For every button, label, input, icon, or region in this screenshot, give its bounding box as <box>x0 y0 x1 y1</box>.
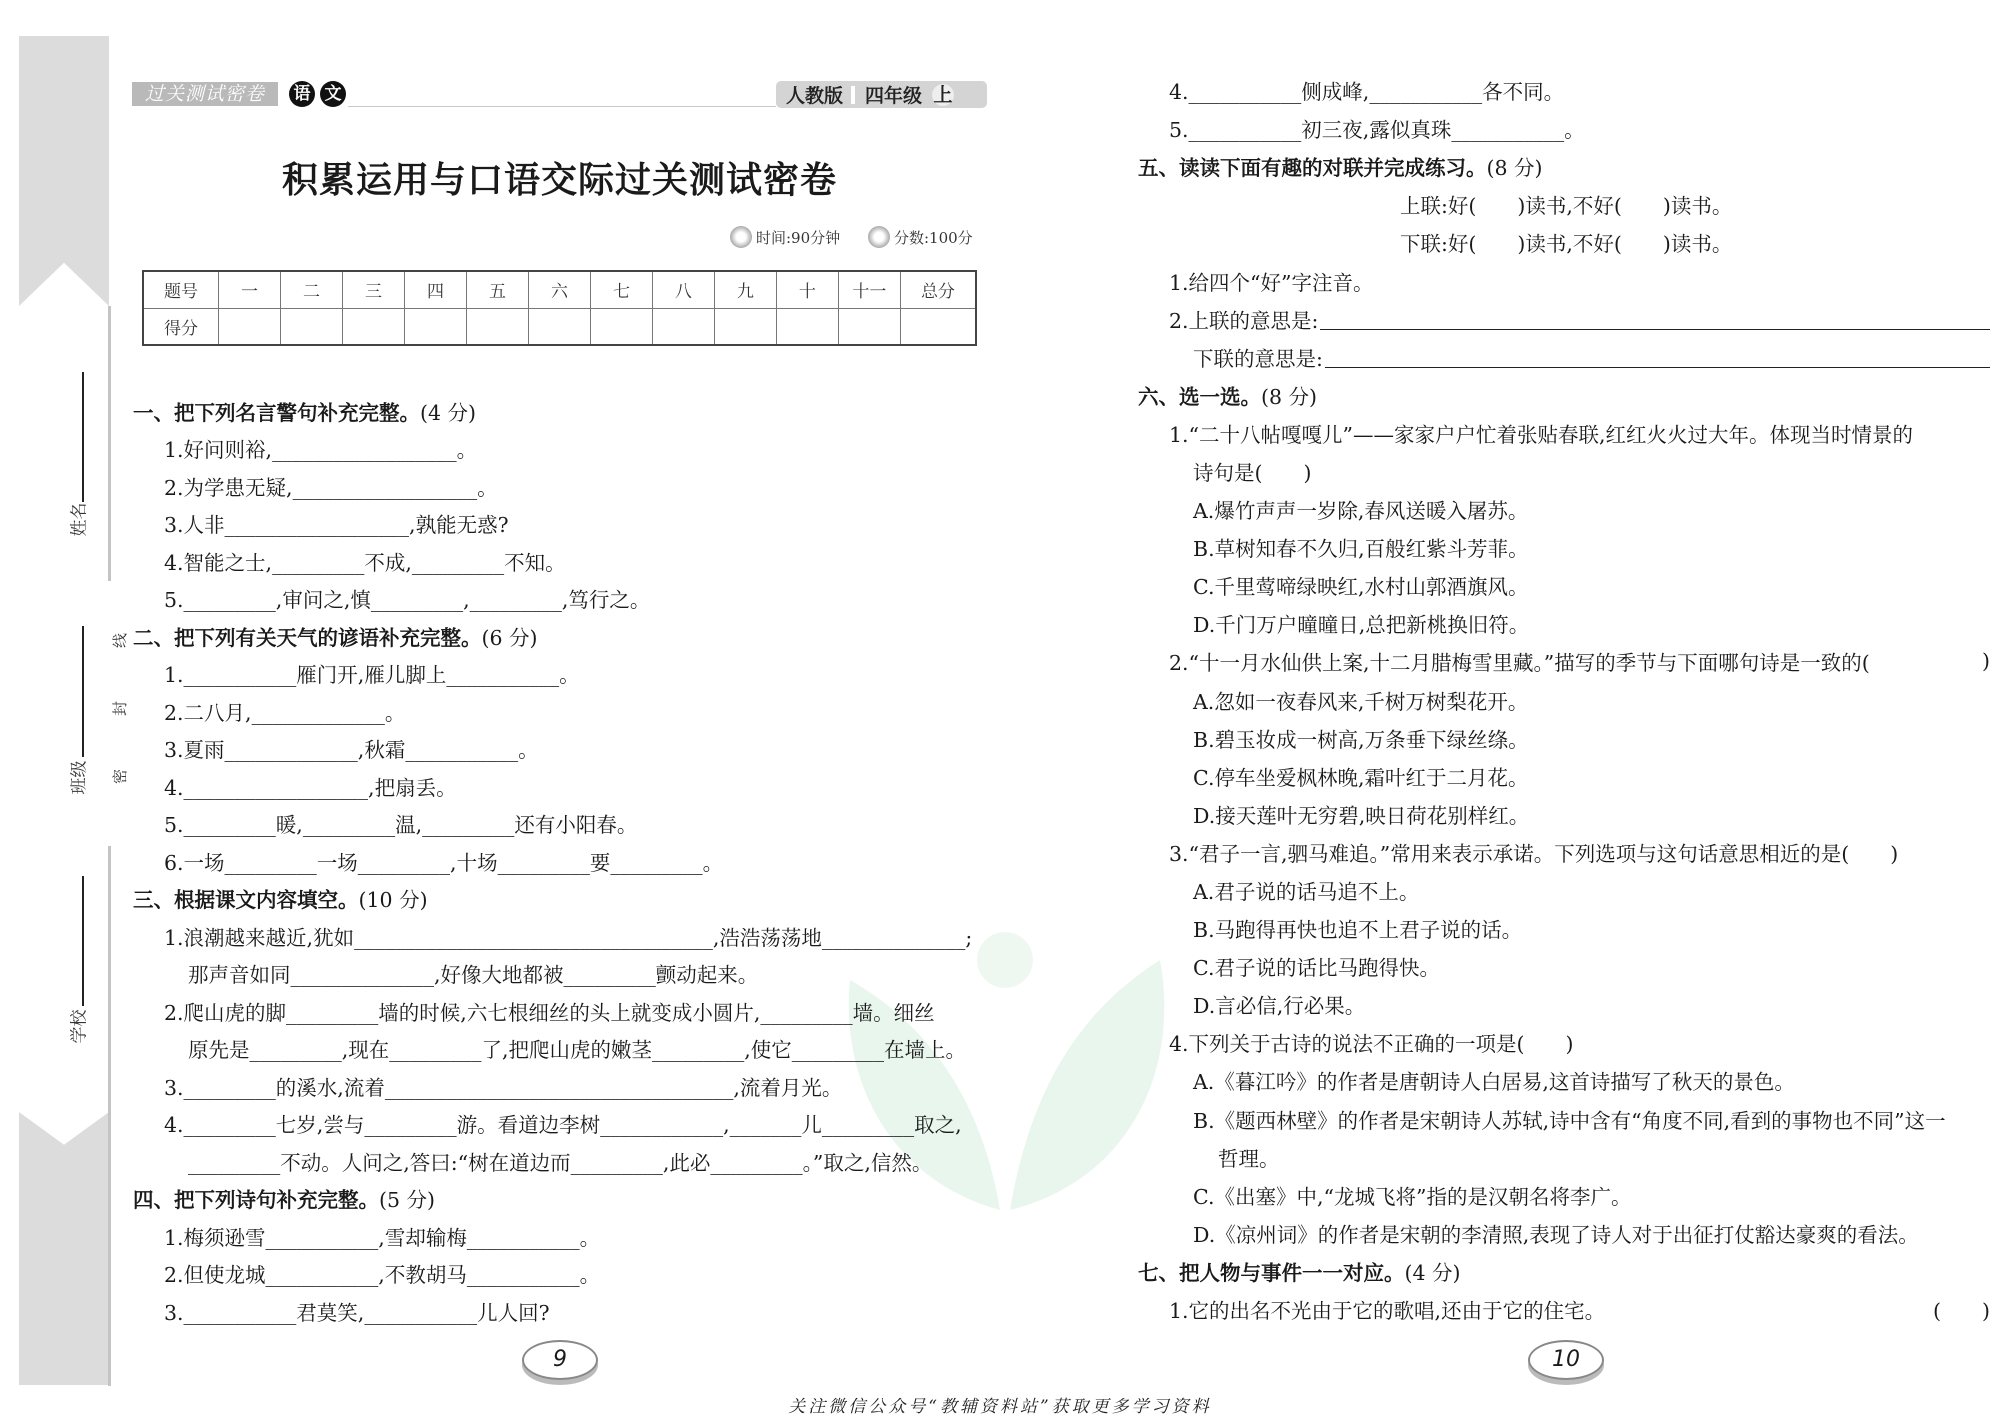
question-line <box>133 842 985 880</box>
seal-char: 线 <box>111 632 130 649</box>
edition-label: 人教版 <box>786 85 844 107</box>
score-cell[interactable] <box>838 308 900 345</box>
score-table-header-cell: 八 <box>652 271 714 308</box>
question-line <box>133 692 985 730</box>
line-text: 3._________的溪水,流着__________________________________,流着月光。 <box>164 1075 843 1100</box>
question-line <box>1138 1023 1990 1061</box>
line-text: B.草树知春不久归,百般红紫斗芳菲。 <box>1193 537 1529 562</box>
score-cell[interactable] <box>900 308 976 345</box>
question-line <box>133 1030 985 1068</box>
line-text: 二、把下列有关天气的谚语补充完整。 <box>133 625 482 650</box>
score-table-score-row <box>143 308 976 345</box>
line-text: 1.“二十八帖嘎嘎儿”——家家户户忙着张贴春联,红红火火过大年。体现当时情景的 <box>1169 422 1914 447</box>
score-table-header-cell: 三 <box>343 271 405 308</box>
question-line <box>133 1067 985 1105</box>
line-text: 3.___________君莫笑,___________儿人回? <box>164 1300 550 1325</box>
line-text: 三、根据课文内容填空。 <box>133 888 359 913</box>
question-line <box>133 580 985 618</box>
question-line <box>133 992 985 1030</box>
question-line <box>133 955 985 993</box>
line-text: 一、把下列名言警句补充完整。 <box>133 400 420 425</box>
score-table-header-cell: 十 <box>776 271 838 308</box>
question-line <box>1138 185 1990 223</box>
term-label: 上 <box>933 83 953 106</box>
seal-char: 封 <box>111 700 130 717</box>
line-text: A.《暮江吟》的作者是唐朝诗人白居易,这首诗描写了秋天的景色。 <box>1193 1070 1795 1095</box>
line-text: 2.但使龙城___________,不教胡马___________。 <box>164 1263 601 1288</box>
line-text: 1.梅须逊雪___________,雪却输梅___________。 <box>164 1225 601 1250</box>
score-table-header-cell: 七 <box>590 271 652 308</box>
section-points: (10 分) <box>358 888 428 913</box>
line-text: 五、读读下面有趣的对联并完成练习。 <box>1138 156 1487 181</box>
answer-bracket: ( ) <box>1933 1299 1990 1324</box>
line-text: 1.好问则裕,__________________。 <box>164 438 478 463</box>
line-text: 5.___________初三夜,露似真珠___________。 <box>1169 118 1585 143</box>
page-number: 9 <box>522 1340 598 1380</box>
section-heading <box>1138 147 1990 185</box>
question-line <box>1138 223 1990 261</box>
footer-note: 关注微信公众号“教辅资料站”获取更多学习资料 <box>788 1397 1212 1417</box>
school-underline <box>82 876 84 1006</box>
line-text: 1.它的出名不光由于它的歌唱,还由于它的住宅。 <box>1169 1299 1606 1324</box>
line-text: 七、把人物与事件一一对应。 <box>1138 1260 1405 1285</box>
score-table-header-cell: 题号 <box>143 271 219 308</box>
line-text: D.言必信,行必果。 <box>1193 994 1366 1019</box>
question-line <box>133 1142 985 1180</box>
binding-line <box>108 846 111 1386</box>
line-text: C.君子说的话比马跑得快。 <box>1193 956 1440 981</box>
line-text: 2.“十一月水仙供上案,十二月腊梅雪里藏。”描写的季节与下面哪句诗是一致的( <box>1169 651 1870 676</box>
seal-char: 密 <box>111 768 130 785</box>
question-line <box>1138 757 1990 795</box>
score-label: 分数:100分 <box>894 228 973 247</box>
question-line <box>133 1255 985 1293</box>
question-line <box>133 767 985 805</box>
section-heading <box>133 392 985 430</box>
score-table-header-cell: 十一 <box>838 271 900 308</box>
name-underline <box>82 372 84 502</box>
question-line <box>1138 490 1990 528</box>
question-line <box>1138 719 1990 757</box>
clock-icon <box>730 226 752 248</box>
section-heading <box>133 1180 985 1218</box>
line-text: 那声音如同______________,好像大地都被_________颤动起来。 <box>188 963 759 988</box>
line-text: 4.___________侧成峰,___________各不同。 <box>1169 80 1565 105</box>
line-text: 四、把下列诗句补充完整。 <box>133 1188 379 1213</box>
score-row-label: 得分 <box>143 308 219 345</box>
line-text: 2.二八月,_____________。 <box>164 700 406 725</box>
line-text: 2.上联的意思是: <box>1169 308 1319 333</box>
time-info <box>730 226 840 248</box>
score-table-header-cell: 九 <box>714 271 776 308</box>
binding-strip-bottom <box>19 1112 109 1385</box>
section-points: (8 分) <box>1486 156 1543 181</box>
line-text: C.《出塞》中,“龙城飞将”指的是汉朝名将李广。 <box>1193 1184 1632 1209</box>
score-table <box>142 270 977 346</box>
pen-icon <box>868 226 890 248</box>
section-heading <box>133 617 985 655</box>
score-table-header-cell: 二 <box>281 271 343 308</box>
header-divider <box>348 106 776 107</box>
question-line <box>133 730 985 768</box>
subject-char: 文 <box>320 81 346 107</box>
line-text: 5._________,审问之,慎_________,_________,笃行之。 <box>164 588 651 613</box>
name-label: 姓名 <box>69 502 90 537</box>
line-text: 1.___________雁门开,雁儿脚上___________。 <box>164 663 580 688</box>
time-label: 时间:90分钟 <box>756 228 841 247</box>
section-points: (4 分) <box>1404 1260 1461 1285</box>
section-points: (5 分) <box>379 1188 436 1213</box>
question-line <box>1138 1100 1990 1138</box>
score-cell[interactable] <box>652 308 714 345</box>
question-line <box>1138 1138 1990 1176</box>
question-line <box>133 917 985 955</box>
answer-line[interactable] <box>1325 345 1990 368</box>
question-line <box>1138 1176 1990 1214</box>
left-page-content <box>133 392 985 1330</box>
line-text: 哲理。 <box>1218 1146 1280 1171</box>
line-text: 6.一场_________一场_________,十场_________要_________。 <box>164 850 724 875</box>
line-text: B.碧玉妆成一树高,万条垂下绿丝绦。 <box>1193 727 1529 752</box>
question-line <box>133 430 985 468</box>
question-line <box>1138 947 1990 985</box>
question-line <box>133 505 985 543</box>
line-text: C.停车坐爱枫林晚,霜叶红于二月花。 <box>1193 765 1529 790</box>
badge-separator <box>851 86 855 104</box>
answer-line[interactable] <box>1320 307 1990 330</box>
score-table-header-cell: 六 <box>528 271 590 308</box>
line-text: D.接天莲叶无穷碧,映日荷花别样红。 <box>1193 803 1530 828</box>
right-page-content <box>1138 71 1990 1328</box>
line-text: _________不动。人问之,答曰:“树在道边而_________,此必_________。”取之,信然。 <box>188 1150 933 1175</box>
question-line <box>133 1105 985 1143</box>
score-cell[interactable] <box>405 308 467 345</box>
score-cell[interactable] <box>343 308 405 345</box>
question-line <box>1138 338 1990 376</box>
question-line <box>1138 566 1990 604</box>
score-cell[interactable] <box>590 308 652 345</box>
line-text: 4.__________________,把扇丢。 <box>164 775 457 800</box>
score-cell[interactable] <box>281 308 343 345</box>
line-text: 下联的意思是: <box>1193 346 1323 371</box>
line-text: A.爆竹声声一岁除,春风送暖入屠苏。 <box>1193 499 1529 524</box>
series-label: 过关测试密卷 <box>132 82 278 106</box>
binding-strip-top <box>19 36 109 306</box>
score-table-header-row <box>143 271 976 308</box>
question-line <box>1138 261 1990 299</box>
answer-bracket: ) <box>1982 649 1990 674</box>
score-cell[interactable] <box>219 308 281 345</box>
line-text: D.千门万户曈曈日,总把新桃换旧符。 <box>1193 613 1530 638</box>
question-line <box>133 1217 985 1255</box>
page-number: 10 <box>1528 1340 1604 1380</box>
line-text: 3.人非__________________,孰能无惑? <box>164 513 509 538</box>
line-text: C.千里莺啼绿映红,水村山郭酒旗风。 <box>1193 575 1529 600</box>
question-line <box>133 467 985 505</box>
school-label: 学校 <box>69 1009 90 1044</box>
score-info <box>868 226 973 248</box>
line-text: B.《题西林壁》的作者是宋朝诗人苏轼,诗中含有“角度不同,看到的事物也不同”这一 <box>1193 1108 1946 1133</box>
question-line <box>1138 71 1990 109</box>
question-line <box>133 542 985 580</box>
line-text: B.马跑得再快也追不上君子说的话。 <box>1193 918 1523 943</box>
class-underline <box>82 626 84 757</box>
section-heading <box>133 880 985 918</box>
question-line <box>1138 642 1990 680</box>
question-line <box>1138 1061 1990 1099</box>
line-text: 3.夏雨_____________,秋霜___________。 <box>164 738 539 763</box>
question-line <box>1138 795 1990 833</box>
page-title: 积累运用与口语交际过关测试密卷 <box>281 159 837 201</box>
line-text: 4.智能之士,_________不成,_________不知。 <box>164 550 566 575</box>
score-cell[interactable] <box>776 308 838 345</box>
question-line <box>1138 871 1990 909</box>
line-text: 六、选一选。 <box>1138 384 1261 409</box>
line-text: 2.为学患无疑,__________________。 <box>164 475 498 500</box>
line-text: 3.“君子一言,驷马难追。”常用来表示承诺。下列选项与这句话意思相近的是( ) <box>1169 841 1899 866</box>
line-text: 下联:好( )读书,不好( )读书。 <box>1400 232 1733 257</box>
subject-char: 语 <box>289 81 315 107</box>
question-line <box>1138 681 1990 719</box>
section-points: (6 分) <box>481 625 538 650</box>
score-cell[interactable] <box>714 308 776 345</box>
score-table-header-cell: 五 <box>466 271 528 308</box>
edition-badge <box>776 81 987 108</box>
line-text: 5._________暖,_________温,_________还有小阳春。 <box>164 813 638 838</box>
score-cell[interactable] <box>528 308 590 345</box>
question-line <box>1138 833 1990 871</box>
line-text: 诗句是( ) <box>1193 460 1312 485</box>
question-line <box>1138 604 1990 642</box>
line-text: 上联:好( )读书,不好( )读书。 <box>1400 194 1733 219</box>
score-cell[interactable] <box>466 308 528 345</box>
score-table-header-cell: 总分 <box>900 271 976 308</box>
line-text: 1.给四个“好”字注音。 <box>1169 270 1374 295</box>
line-text: 原先是_________,现在_________了,把爬山虎的嫩茎_________,使它_________在墙上。 <box>188 1038 967 1063</box>
line-text: A.忽如一夜春风来,千树万树梨花开。 <box>1193 689 1529 714</box>
class-label: 班级 <box>69 760 90 795</box>
question-line <box>133 805 985 843</box>
question-line <box>1138 109 1990 147</box>
question-line <box>1138 528 1990 566</box>
question-line <box>1138 909 1990 947</box>
question-line <box>1138 1290 1990 1328</box>
question-line <box>1138 300 1990 338</box>
score-table-header-cell: 一 <box>219 271 281 308</box>
line-text: A.君子说的话马追不上。 <box>1193 880 1420 905</box>
score-table-header-cell: 四 <box>405 271 467 308</box>
question-line <box>1138 985 1990 1023</box>
section-heading <box>1138 376 1990 414</box>
section-points: (4 分) <box>420 400 477 425</box>
binding-line <box>108 306 111 581</box>
question-line <box>1138 1214 1990 1252</box>
question-line <box>1138 452 1990 490</box>
line-text: 2.爬山虎的脚_________墙的时候,六七根细丝的头上就变成小圆片,_________墙。细丝 <box>164 1000 935 1025</box>
line-text: 4._________七岁,尝与_________游。看道边李树____________,_______儿_________取之, <box>164 1113 962 1138</box>
section-heading <box>1138 1252 1990 1290</box>
line-text: 4.下列关于古诗的说法不正确的一项是( ) <box>1169 1032 1574 1057</box>
line-text: 1.浪潮越来越近,犹如___________________________________,浩浩荡荡地______________; <box>164 925 973 950</box>
question-line <box>1138 414 1990 452</box>
section-points: (8 分) <box>1261 384 1318 409</box>
grade-label: 四年级 <box>865 85 923 107</box>
line-text: D.《凉州词》的作者是宋朝的李清照,表现了诗人对于出征打仗豁达豪爽的看法。 <box>1193 1222 1919 1247</box>
question-line <box>133 1292 985 1330</box>
question-line <box>133 655 985 693</box>
